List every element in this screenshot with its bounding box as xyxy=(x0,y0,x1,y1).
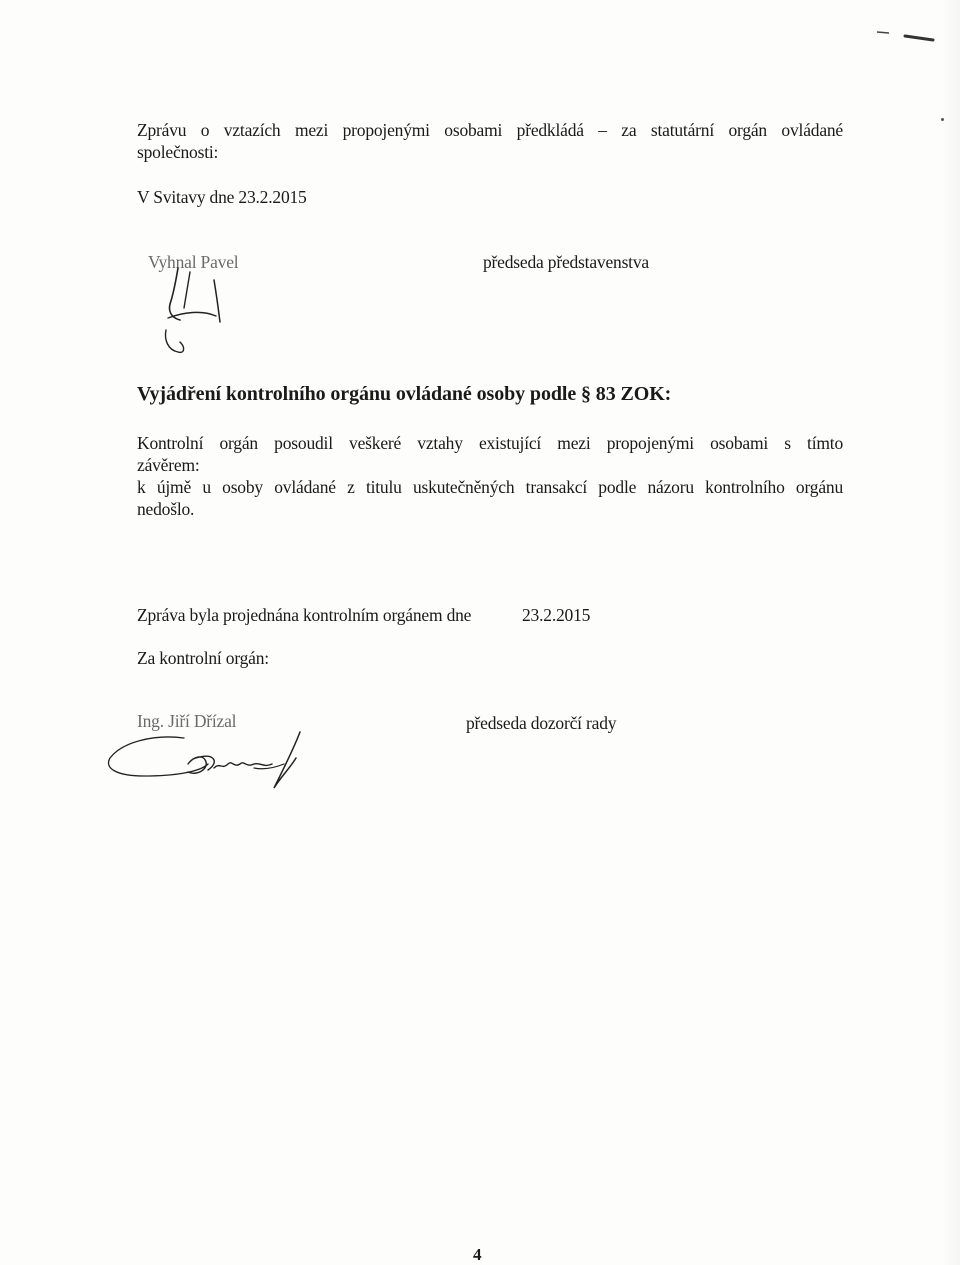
report-intro-line-1: Zprávu o vztazích mezi propojenými osobami předkládá – za statutární orgán ovládané xyxy=(137,120,843,140)
supervisory-signatory-name: Ing. Jiří Dřízal xyxy=(137,711,237,731)
for-control-body-label: Za kontrolní orgán: xyxy=(137,648,269,668)
scan-edge-shadow xyxy=(942,0,960,1265)
approval-text: Zpráva byla projednána kontrolním orgánem dne xyxy=(137,605,472,625)
statement-line-1: Kontrolní orgán posoudil veškeré vztahy existující mezi propojenými osobami s tímto xyxy=(137,433,843,453)
statutory-signatory-role: předseda představenstva xyxy=(483,252,649,272)
control-body-heading: Vyjádření kontrolního orgánu ovládané osoby podle § 83 ZOK: xyxy=(137,383,672,405)
statement-line-3: k újmě u osoby ovládané z titulu uskutečněných transakcí podle názoru kontrolního orgánu xyxy=(137,477,843,497)
report-intro-line-2: společnosti: xyxy=(137,142,219,162)
page-number: 4 xyxy=(473,1245,482,1264)
supervisory-signatory-role: předseda dozorčí rady xyxy=(466,713,617,733)
statutory-signatory-name: Vyhnal Pavel xyxy=(148,252,239,272)
handwritten-signature-icon xyxy=(104,728,314,798)
approval-date: 23.2.2015 xyxy=(522,605,591,625)
statement-line-4: nedošlo. xyxy=(137,499,195,519)
statement-line-2: závěrem: xyxy=(137,455,200,475)
place-and-date: V Svitavy dne 23.2.2015 xyxy=(137,187,307,207)
scan-mark-icon xyxy=(875,28,935,42)
signature-mark-icon xyxy=(150,262,240,362)
